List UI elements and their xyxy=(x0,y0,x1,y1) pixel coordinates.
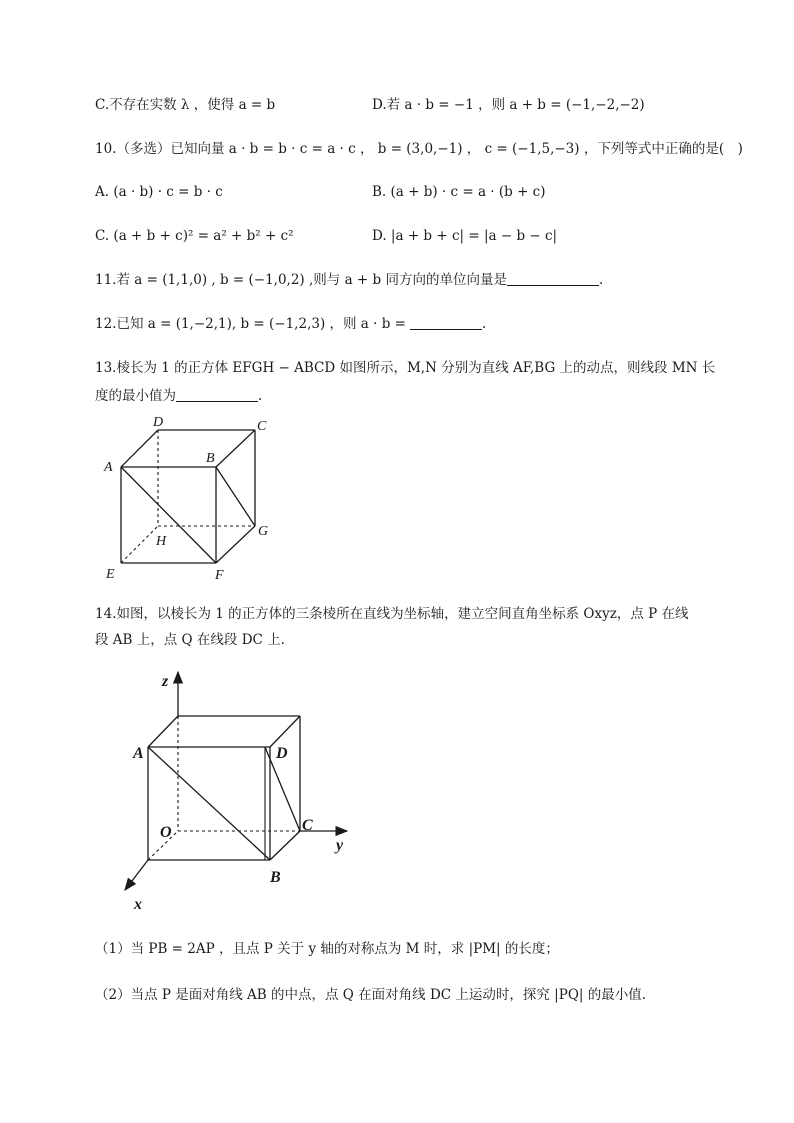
label-e: E xyxy=(106,567,115,582)
label-z: z xyxy=(162,673,169,690)
edge-top-right xyxy=(270,716,300,747)
q13-cube-figure xyxy=(95,408,295,588)
label-d: D xyxy=(153,415,164,430)
label-a: A xyxy=(104,460,113,475)
q11-text: 11.若 a = (1,1,0) , b = (−1,0,2) ,则与 a + b 同方向的单位向量是 xyxy=(95,272,507,288)
label-g: G xyxy=(258,524,269,539)
q10-stem: 10.（多选）已知向量 a · b = b · c = a · c ， b = (3,0,−1) ， c = (−1,5,−3) ，下列等式中正确的是( ) xyxy=(95,141,743,157)
label-h: H xyxy=(156,534,167,549)
q9-option-d: D.若 a · b = −1 ，则 a + b = (−1,−2,−2) xyxy=(372,97,645,113)
q13-text: 度的最小值为 xyxy=(95,388,176,404)
q14-line2: 段 AB 上，点 Q 在线段 DC 上. xyxy=(95,632,285,648)
q13-answer-blank[interactable] xyxy=(176,387,258,402)
q9-option-c: C.不存在实数 λ ，使得 a = b xyxy=(95,97,276,113)
q14-line1: 14.如图，以棱长为 1 的正方体的三条棱所在直线为坐标轴，建立空间直角坐标系 Oxyz，点 P 在线 xyxy=(95,606,689,622)
q11-tail: . xyxy=(598,272,604,288)
x-axis xyxy=(125,860,148,890)
q12-tail: . xyxy=(481,316,487,332)
label-b: B xyxy=(206,451,215,466)
label-b: B xyxy=(270,869,281,886)
label-c: C xyxy=(257,419,267,434)
q13-tail: . xyxy=(258,388,263,404)
label-a: A xyxy=(133,745,144,762)
label-o: O xyxy=(160,824,172,841)
label-y: y xyxy=(336,837,344,854)
edge-ad xyxy=(121,430,158,467)
q14-coordinate-cube-figure xyxy=(115,664,360,914)
q13-line1: 13.棱长为 1 的正方体 EFGH − ABCD 如图所示，M,N 分别为直线 AF,BG 上的动点，则线段 MN 长 xyxy=(95,360,716,376)
q12-answer-blank[interactable] xyxy=(410,315,482,330)
label-f: F xyxy=(215,568,224,583)
q10-option-c: C. (a + b + c)² = a² + b² + c² xyxy=(95,228,294,244)
q10-option-d: D. |a + b + c| = |a − b − c| xyxy=(372,228,558,244)
diagonal-bg xyxy=(216,467,255,526)
edge-bc xyxy=(216,430,255,467)
edge-eh-hidden xyxy=(121,526,158,563)
label-c: C xyxy=(302,817,313,834)
q11-line xyxy=(95,270,603,290)
edge-bottom-right xyxy=(270,831,300,860)
q10-option-b: B. (a + b) · c = a · (b + c) xyxy=(372,184,546,200)
q11-answer-blank[interactable] xyxy=(507,271,599,286)
label-x: x xyxy=(134,896,142,913)
q12-text: 12.已知 a = (1,−2,1), b = (−1,2,3) ，则 a · b = xyxy=(95,316,406,332)
q14-part1: （1）当 PB = 2AP ，且点 P 关于 y 轴的对称点为 M 时，求 |PM| 的长度； xyxy=(95,941,559,957)
q14-part2: （2）当点 P 是面对角线 AB 的中点，点 Q 在面对角线 DC 上运动时，探究 |PQ| 的最小值. xyxy=(95,987,647,1003)
edge-top-left xyxy=(148,716,178,747)
label-d: D xyxy=(276,745,288,762)
edge-fg xyxy=(216,526,255,563)
q13-line2 xyxy=(95,386,262,406)
q12-line xyxy=(95,314,486,334)
q10-option-a: A. (a · b) · c = b · c xyxy=(95,184,223,200)
